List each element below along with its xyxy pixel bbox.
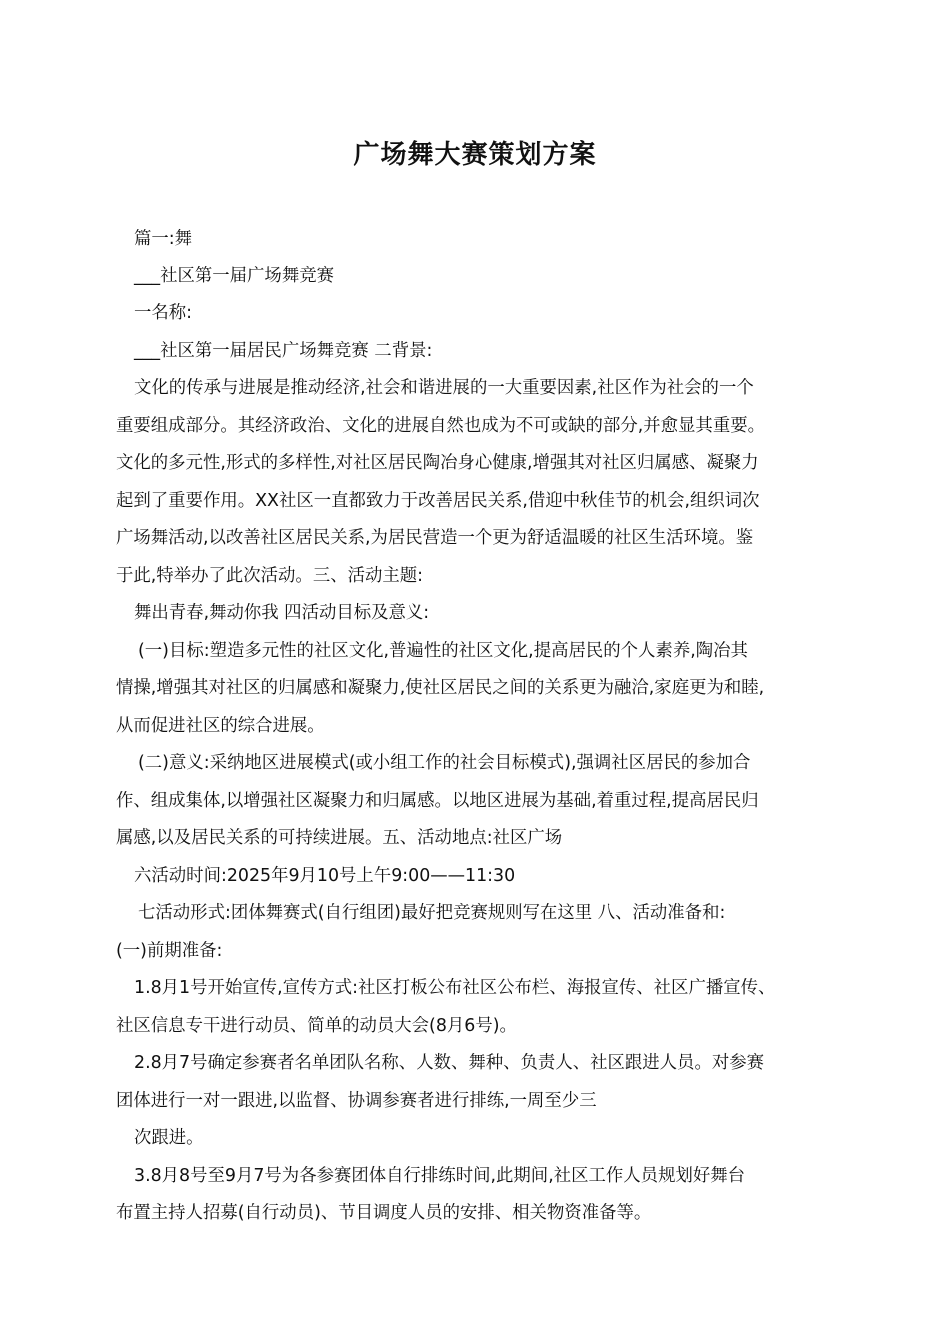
text-line: 七活动形式:团体舞赛式(自行组团)最好把竞赛规则写在这里 八、活动准备和: [138, 903, 726, 923]
text-line: 篇一:舞 [134, 229, 193, 249]
text-line: 于此,特举办了此次活动。三、活动主题: [116, 566, 424, 586]
text-line: 2.8月7号确定参赛者名单团队名称、人数、舞种、负责人、社区跟进人员。对参赛 [134, 1053, 765, 1073]
text-line: 团体进行一对一跟进,以监督、协调参赛者进行排练,一周至少三 [116, 1091, 597, 1111]
text-line: ___社区第一届广场舞竞赛 [134, 266, 334, 286]
text-line: 次跟进。 [134, 1128, 204, 1148]
document-title: 广场舞大赛策划方案 [353, 140, 597, 170]
text-line: ___社区第一届居民广场舞竞赛 二背景: [134, 341, 433, 361]
text-line: 广场舞活动,以改善社区居民关系,为居民营造一个更为舒适温暖的社区生活环境。鉴 [116, 528, 754, 548]
text-line: 一名称: [134, 303, 193, 323]
text-line: 文化的传承与进展是推动经济,社会和谐进展的一大重要因素,社区作为社会的一个 [134, 378, 754, 398]
text-line: 布置主持人招募(自行动员)、节目调度人员的安排、相关物资准备等。 [116, 1203, 652, 1223]
text-line: 文化的多元性,形式的多样性,对社区居民陶冶身心健康,增强其对社区归属感、凝聚力 [116, 453, 759, 473]
text-line: (一)目标:塑造多元性的社区文化,普遍性的社区文化,提高居民的个人素养,陶冶其 [138, 641, 748, 661]
text-line: 作、组成集体,以增强社区凝聚力和归属感。以地区进展为基础,着重过程,提高居民归 [116, 791, 759, 811]
text-line: 舞出青春,舞动你我 四活动目标及意义: [134, 603, 430, 623]
text-line: 属感,以及居民关系的可持续进展。五、活动地点:社区广场 [116, 828, 563, 848]
text-line: (一)前期准备: [116, 941, 223, 961]
text-line: 从而促进社区的综合进展。 [116, 716, 325, 736]
text-line: 起到了重要作用。XX社区一直都致力于改善居民关系,借迎中秋佳节的机会,组织词次 [116, 491, 760, 511]
text-line: 3.8月8号至9月7号为各参赛团体自行排练时间,此期间,社区工作人员规划好舞台 [134, 1166, 746, 1186]
text-line: 六活动时间:2025年9月10号上午9:00——11:30 [134, 866, 516, 886]
text-line: (二)意义:采纳地区进展模式(或小组工作的社会目标模式),强调社区居民的参加合 [138, 753, 751, 773]
text-line: 情操,增强其对社区的归属感和凝聚力,使社区居民之间的关系更为融洽,家庭更为和睦, [116, 678, 765, 698]
text-line: 社区信息专干进行动员、简单的动员大会(8月6号)。 [116, 1016, 517, 1036]
text-line: 1.8月1号开始宣传,宣传方式:社区打板公布社区公布栏、海报宣传、社区广播宣传、 [134, 978, 776, 998]
text-line: 重要组成部分。其经济政治、文化的进展自然也成为不可或缺的部分,并愈显其重要。 [116, 416, 765, 436]
